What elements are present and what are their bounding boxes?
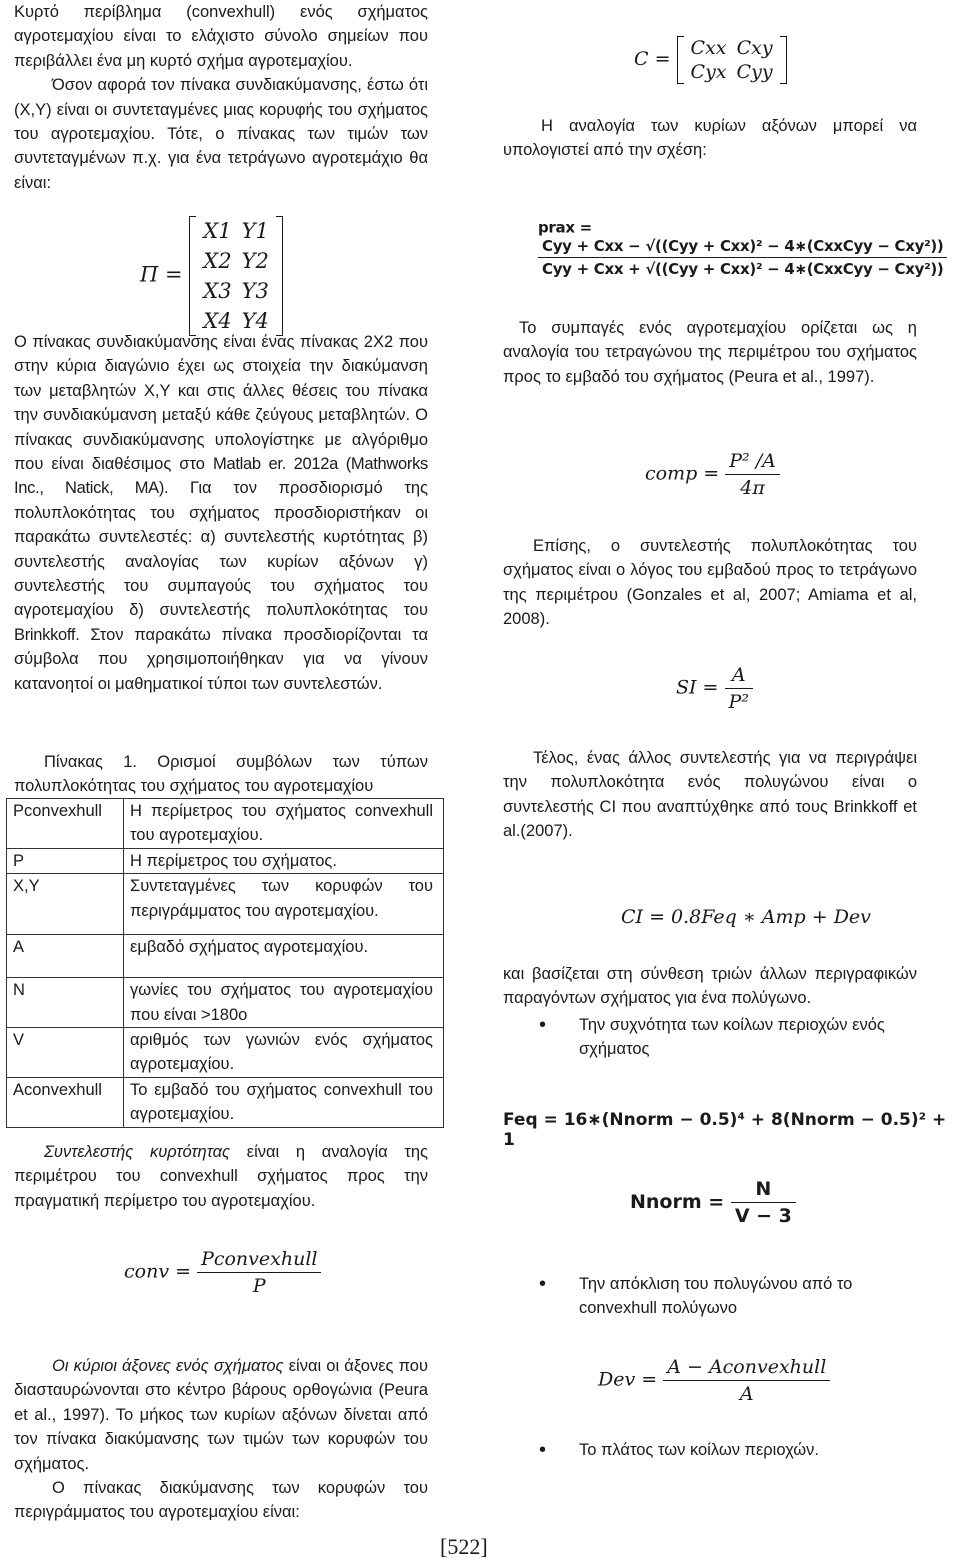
- conv-lhs: conv =: [124, 1260, 192, 1283]
- nnorm-numerator: N: [731, 1178, 796, 1203]
- comp-numerator: P² /A: [725, 450, 780, 475]
- conv-fraction: [197, 1248, 321, 1297]
- comp-denominator: 4π: [740, 477, 765, 499]
- table-cell-definition: Η περίμετρος του σχήματος convexhull του αγροτεμαχίου.: [124, 799, 444, 849]
- comp-lhs: comp =: [645, 462, 720, 485]
- table-intro-text: Στον παρακάτω πίνακα προσδιορίζονται τα σύμβολα που χρησιμοποιήθηκαν για να γίνουν κατανοητοί οι μαθηματικοί τύποι των συντελεστών.: [14, 625, 429, 693]
- compactness-paragraph: [503, 316, 917, 389]
- brinkkoff-ref: Brinkkoff.: [14, 625, 80, 644]
- table-cell-symbol: Aconvexhull: [7, 1077, 124, 1127]
- bullet-item: • Την απόκλιση του πολυγώνου από το convexhull πολύγωνο: [579, 1272, 917, 1321]
- coefficients-text: Για τον προσδιορισμό της πολυπλοκότητας του σχήματος προσδιοριστήκαν οι παρακάτω συντελεστές: α) συντελεστής κυρτότητας β) συντελεστής αναλογίας των κυρίων αξόνων γ) συντελεστής του συμπαγούς του σχήματος του αγροτεμαχίου δ) συντελεστής πολυπλοκότητας του: [14, 479, 428, 620]
- table-cell-symbol: V: [7, 1028, 124, 1078]
- table-cell-definition: αριθμός των γωνιών ενός σχήματος αγροτεμαχίου.: [124, 1028, 444, 1078]
- bullet-block-2: [503, 1272, 917, 1321]
- components-paragraph: και βασίζεται στη σύνθεση τριών άλλων περιγραφικών παραγόντων σχήματος για ένα πολύγωνο.: [503, 965, 917, 1008]
- components-block: [503, 962, 917, 1062]
- table-row: [7, 799, 444, 849]
- dev-fraction: [663, 1356, 830, 1405]
- si-lhs: SI =: [676, 676, 719, 699]
- ci-formula: [621, 906, 871, 928]
- conv-formula: [124, 1248, 321, 1297]
- matrix-cell: X2: [203, 249, 232, 273]
- si-fraction: [725, 664, 753, 713]
- prax-formula: [538, 218, 960, 278]
- ci-paragraph: [503, 746, 917, 844]
- principal-axes-block: [14, 1354, 428, 1525]
- ci-text: Τέλος, ένας άλλος συντελεστής για να περιγράψει την πολυπλοκότητα ενός πολυγώνου είναι ο συντελεστής CI που αναπτύχθηκε από τους Brinkkoff et al.(2007).: [503, 749, 917, 841]
- left-p3-block: [14, 330, 428, 696]
- convexity-text: είναι η αναλογία της περιμέτρου του convexhull σχήματος προς την πραγματική περίμετρο του αγροτεμαχίου.: [14, 1143, 428, 1210]
- si-formula: [676, 664, 753, 713]
- prax-denominator: Cyy + Cxx + √((Cyy + Cxx)² − 4∗(CxxCyy − Cxy²)): [542, 259, 944, 278]
- dev-denominator: A: [739, 1383, 754, 1405]
- nnorm-lhs: Nnorm =: [630, 1191, 725, 1213]
- matrix-cell: Cxx: [690, 37, 727, 59]
- matrix-c-formula: [634, 36, 787, 84]
- dev-numerator: A − Aconvexhull: [663, 1356, 830, 1381]
- covariance-description-paragraph: [14, 330, 428, 696]
- axes-ratio-paragraph: [503, 114, 917, 163]
- bullet-list-1: [503, 1013, 917, 1062]
- prax-fraction: [538, 237, 947, 278]
- matrix-cell: X4: [203, 309, 232, 333]
- dev-formula: [598, 1356, 830, 1405]
- matrix-pi-lhs: Π =: [140, 262, 183, 287]
- bullet-list-2: [503, 1272, 917, 1321]
- conv-denominator: P: [252, 1275, 266, 1297]
- matrix-cell: Y4: [241, 309, 269, 333]
- nnorm-denominator: V − 3: [734, 1205, 792, 1227]
- convexity-paragraph: [14, 1140, 428, 1213]
- table-row: [7, 1077, 444, 1127]
- principal-axes-term: Οι κύριοι άξονες ενός σχήματος: [52, 1357, 284, 1375]
- prax-numerator: Cyy + Cxx − √((Cyy + Cxx)² − 4∗(CxxCyy − Cxy²)): [538, 237, 947, 258]
- symbols-table: [6, 798, 444, 1128]
- bullet-item: • Την συχνότητα των κοίλων περιοχών ενός σχήματος: [579, 1013, 917, 1062]
- table-cell-symbol: A: [7, 935, 124, 978]
- table-cell-symbol: Pconvexhull: [7, 799, 124, 849]
- ci-expression: CI = 0.8Feq ∗ Amp + Dev: [621, 906, 871, 928]
- feq-expression: Feq = 16∗(Nnorm − 0.5)⁴ + 8(Nnorm − 0.5)² + 1: [503, 1110, 947, 1150]
- table-caption-text: Πίνακας 1. Ορισμοί συμβόλων των τύπων πολυπλοκότητας του σχήματος του αγροτεμαχίου: [14, 753, 428, 796]
- matrix-c-lhs: C =: [634, 48, 671, 70]
- nnorm-formula: [630, 1178, 796, 1227]
- matrix-cell: Y2: [241, 249, 269, 273]
- prax-lhs: prax =: [538, 218, 592, 237]
- table-row: [7, 978, 444, 1028]
- matrix-cell: Y3: [241, 279, 269, 303]
- comp-fraction: [725, 450, 780, 499]
- complexity-paragraph: [503, 534, 917, 632]
- matrix-cell: X1: [203, 219, 232, 243]
- conv-numerator: Pconvexhull: [197, 1248, 321, 1273]
- complexity-text: Επίσης, ο συντελεστής πολυπλοκότητας του σχήματος είναι ο λόγος του εμβαδού προς το τετράγωνο της περιμέτρου (Gonzales et al, 2007; Amiama et al, 2008).: [503, 537, 917, 629]
- table-cell-symbol: X,Y: [7, 874, 124, 935]
- table-row: [7, 848, 444, 873]
- page-number: [522]: [440, 1534, 488, 1559]
- dev-lhs: Dev =: [598, 1368, 658, 1391]
- principal-axes-text: είναι οι άξονες που διασταυρώνονται στο κέντρο βάρους ορθογώνια (Peura et al., 1997). Το μήκος των κυρίων αξόνων δίνεται από τον πίνακα διακύμανσης των τιμών των κορυφών του σχήματος.: [14, 1357, 428, 1473]
- matrix-pi-formula: [140, 216, 283, 336]
- matrix-cell: X3: [203, 279, 232, 303]
- covariance-text: Ο πίνακας συνδιακύμανσης είναι ένας πίνακας 2X2 που στην κύρια διαγώνιο έχει ως στοιχεία την διακύμανση των μεταβλητών X,Y και στις άλλες θέσεις του πίνακα την συνδιακύμανση μεταξύ κάθε ζεύγους μεταβλητών. Ο πίνακας συνδιακύμανσης υπολογίστηκε με αλγόριθμο που είναι διαθέσιμος στο: [14, 333, 428, 474]
- table-cell-definition: γωνίες του σχήματος του αγροτεμαχίου που είναι >180ο: [124, 978, 444, 1028]
- matrix-cell: Y1: [241, 219, 269, 243]
- table-caption: [14, 750, 428, 799]
- table-row: [7, 1028, 444, 1078]
- table-cell-symbol: P: [7, 848, 124, 873]
- matlab-reference: Matlab er. 2012a (Mathworks Inc., Natick, MA).: [14, 455, 428, 498]
- table-cell-symbol: N: [7, 978, 124, 1028]
- covariance-vertices-paragraph: Ο πίνακας διακύμανσης των κορυφών του περιγράμματος του αγροτεμαχίου είναι:: [14, 1479, 428, 1522]
- table-cell-definition: Συντεταγμένες των κορυφών του περιγράμματος του αγροτεμαχίου.: [124, 874, 444, 935]
- convexhull-paragraph: Κυρτό περίβλημα (convexhull) ενός σχήματος αγροτεμαχίου είναι το ελάχιστο σύνολο σημείων που περιβάλλει ένα μη κυρτό σχήμα αγροτεμαχίου.: [14, 3, 428, 70]
- matrix-cell: Cyx: [690, 61, 727, 83]
- bullet-list-3: [503, 1438, 917, 1462]
- matrix-pi: [189, 216, 283, 336]
- nnorm-fraction: [731, 1178, 796, 1227]
- si-numerator: A: [725, 664, 753, 689]
- bullet-block-3: [503, 1438, 917, 1462]
- bullet-item: • Το πλάτος των κοίλων περιοχών.: [579, 1438, 917, 1462]
- table-row: [7, 874, 444, 935]
- left-p1-block: [14, 0, 428, 195]
- matrix-cell: Cyy: [736, 61, 773, 83]
- table-row: [7, 935, 444, 978]
- compactness-text: Το συμπαγές ενός αγροτεμαχίου ορίζεται ως η αναλογία του τετραγώνου της περιμέτρου του σχήματος προς το εμβαδό του σχήματος (Peura et al., 1997).: [503, 319, 917, 386]
- si-denominator: P²: [728, 691, 749, 713]
- axes-ratio-text: Η αναλογία των κυρίων αξόνων μπορεί να υπολογιστεί από την σχέση:: [503, 117, 917, 160]
- convexity-term: Συντελεστής κυρτότητας: [44, 1143, 231, 1161]
- table-cell-definition: Το εμβαδό του σχήματος convexhull του αγροτεμαχίου.: [124, 1077, 444, 1127]
- comp-formula: [645, 450, 780, 499]
- matrix-c: [677, 36, 787, 84]
- table-cell-definition: Η περίμετρος του σχήματος.: [124, 848, 444, 873]
- feq-formula: [503, 1110, 960, 1150]
- covariance-intro-paragraph: Όσον αφορά τον πίνακα συνδιακύμανσης, έστω ότι (X,Y) είναι οι συντεταγμένες μιας κορυφής του σχήματος του αγροτεμαχίου. Τότε, ο πίνακας των τιμών των συντεταγμένων π.χ. για ένα τετράγωνο αγροτεμάχιο θα είναι:: [14, 76, 428, 192]
- table-cell-definition: εμβαδό σχήματος αγροτεμαχίου.: [124, 935, 444, 978]
- matrix-cell: Cxy: [736, 37, 773, 59]
